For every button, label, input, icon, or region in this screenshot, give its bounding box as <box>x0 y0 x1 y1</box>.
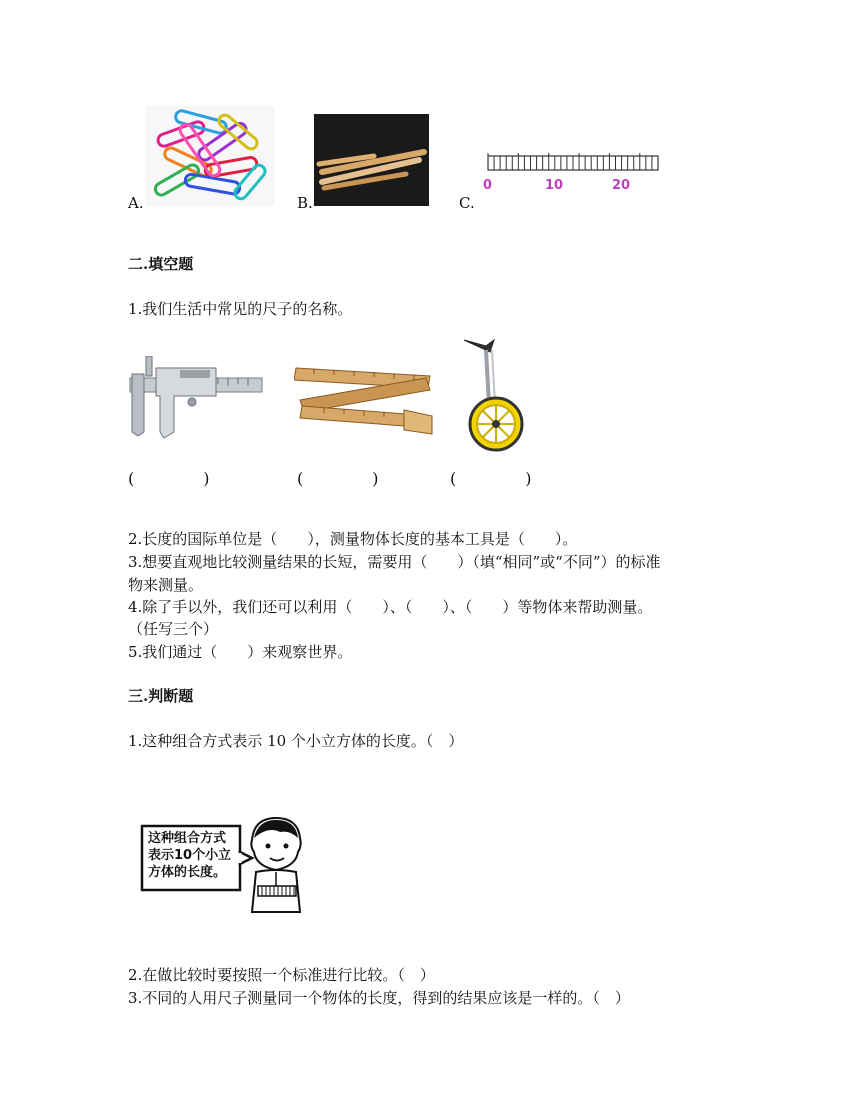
option-b-label: B. <box>297 194 313 212</box>
ruler-tick-label-0: 0 <box>483 178 493 193</box>
question-text-continued: （任写三个） <box>128 620 219 638</box>
folding-rule-name-blank[interactable]: ( ) <box>297 469 380 488</box>
paperclips-image <box>145 106 275 206</box>
question-text: 4.除了手以外，我们还可以利用（ ）、（ ）、（ ）等物体来帮助测量。 <box>128 598 653 616</box>
option-c-label: C. <box>459 194 475 212</box>
question-text: 1.这种组合方式表示 10 个小立方体的长度。（ ） <box>128 732 464 750</box>
sticks-image <box>314 114 429 206</box>
question-text: 2.长度的国际单位是（ ），测量物体长度的基本工具是（ ）。 <box>128 530 578 548</box>
question-text: 5.我们通过（ ）来观察世界。 <box>128 643 353 661</box>
question-text: 2.在做比较时要按照一个标准进行比较。（ ） <box>128 966 435 984</box>
caliper-image <box>128 356 264 440</box>
measuring-wheel-name-blank[interactable]: ( ) <box>450 469 533 488</box>
speech-bubble-text <box>148 830 231 881</box>
ruler-tick-label-10: 10 <box>545 178 564 193</box>
caliper-name-blank[interactable]: ( ) <box>128 469 211 488</box>
section-heading-true-false: 三.判断题 <box>128 687 194 705</box>
speech-bubble-line: 方体的长度。 <box>148 865 227 880</box>
ruler-image <box>478 150 663 198</box>
speech-bubble-line: 表示10个小立 <box>148 848 232 863</box>
question-text: 1.我们生活中常见的尺子的名称。 <box>128 300 353 318</box>
option-a-label: A. <box>128 194 144 212</box>
question-text-continued: 物来测量。 <box>128 576 204 594</box>
question-text: 3.不同的人用尺子测量同一个物体的长度，得到的结果应该是一样的。（ ） <box>128 989 630 1007</box>
ruler-tick-label-20: 20 <box>612 178 631 193</box>
measuring-wheel-image <box>456 336 534 454</box>
question-text: 3.想要直观地比较测量结果的长短，需要用（ ）（填“相同”或“不同”）的标准 <box>128 553 661 571</box>
section-heading-fill-in: 二.填空题 <box>128 255 194 273</box>
speech-bubble-line: 这种组合方式 <box>148 831 227 846</box>
folding-rule-image <box>294 360 434 442</box>
